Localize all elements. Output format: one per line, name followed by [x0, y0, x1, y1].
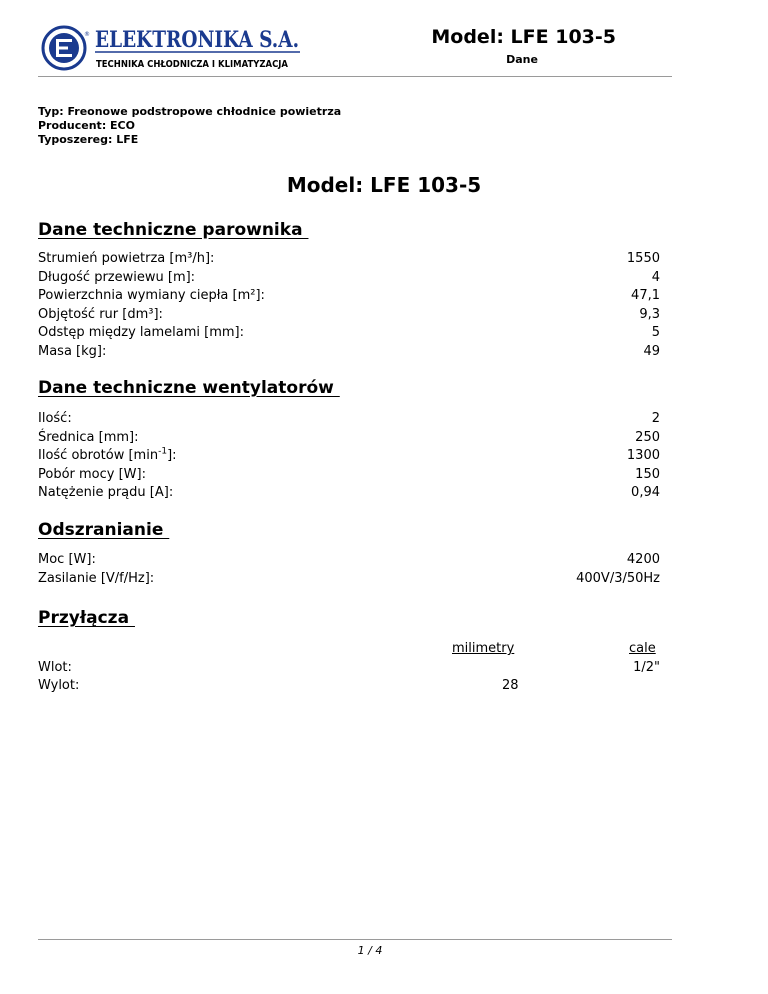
logo-name: ELEKTRONIKA S.A.: [95, 27, 299, 53]
section-title-fans: Dane techniczne wentylatorów: [38, 378, 340, 398]
fans-table: [38, 410, 660, 503]
section-title-evaporator: Dane techniczne parownika: [38, 220, 309, 240]
table-row: Ilość: 2: [38, 411, 660, 426]
table-row: Zasilanie [V/f/Hz]: 400V/3/50Hz: [38, 570, 660, 586]
elektronika-logo-icon: [40, 24, 302, 74]
section-title-connections: Przyłącza: [38, 608, 135, 628]
evaporator-table: [38, 250, 660, 361]
inlet-inch-value: 1/2": [633, 660, 660, 675]
table-row: Pobór mocy [W]: 150: [38, 466, 660, 482]
table-row: Objętość rur [dm³]: 9,3: [38, 306, 660, 322]
defrost-table: [38, 551, 660, 588]
column-header-mm: milimetry: [452, 641, 515, 656]
table-row: Strumień powietrza [m³/h]: 1550: [38, 251, 660, 266]
header-title: Model: LFE 103-5: [431, 26, 616, 48]
table-row: Powierzchnia wymiany ciepła [m²]: 47,1: [38, 288, 660, 303]
column-header-in: cale: [629, 641, 656, 656]
company-logo: [40, 24, 302, 74]
table-row: Odstęp między lamelami [mm]: 5: [38, 325, 660, 340]
outlet-label: Wylot:: [38, 678, 80, 693]
product-series: Typoszereg: LFE: [38, 133, 139, 146]
product-producer: Producent: ECO: [38, 119, 135, 132]
table-row: Długość przewiewu [m]: 4: [38, 269, 660, 285]
section-title-defrost: Odszranianie: [38, 520, 170, 540]
footer-divider: [38, 939, 672, 940]
table-row: Ilość obrotów $[\min^{-1}]$: 1300: [38, 446, 660, 463]
model-title: Model: LFE 103-5: [286, 173, 482, 197]
table-row: Moc [W]: 4200: [38, 552, 660, 567]
logo-tagline: TECHNIKA CHŁODNICZA I KLIMATYZACJA: [96, 59, 289, 70]
table-row: Średnica [mm]: 250: [38, 429, 660, 445]
header-subtitle: Dane: [506, 53, 538, 66]
inlet-label: Wlot:: [38, 660, 72, 675]
product-meta: [38, 105, 341, 147]
table-row: Masa [kg]: 49: [38, 343, 660, 359]
outlet-mm-value: 28: [502, 678, 519, 693]
product-type: Typ: Freonowe podstropowe chłodnice powietrza: [38, 105, 342, 118]
header-divider: [38, 76, 672, 77]
table-row: Natężenie prądu [A]: 0,94: [38, 485, 660, 500]
page-number: 1 / 4: [357, 944, 383, 957]
svg-text:®: ®: [84, 31, 90, 38]
